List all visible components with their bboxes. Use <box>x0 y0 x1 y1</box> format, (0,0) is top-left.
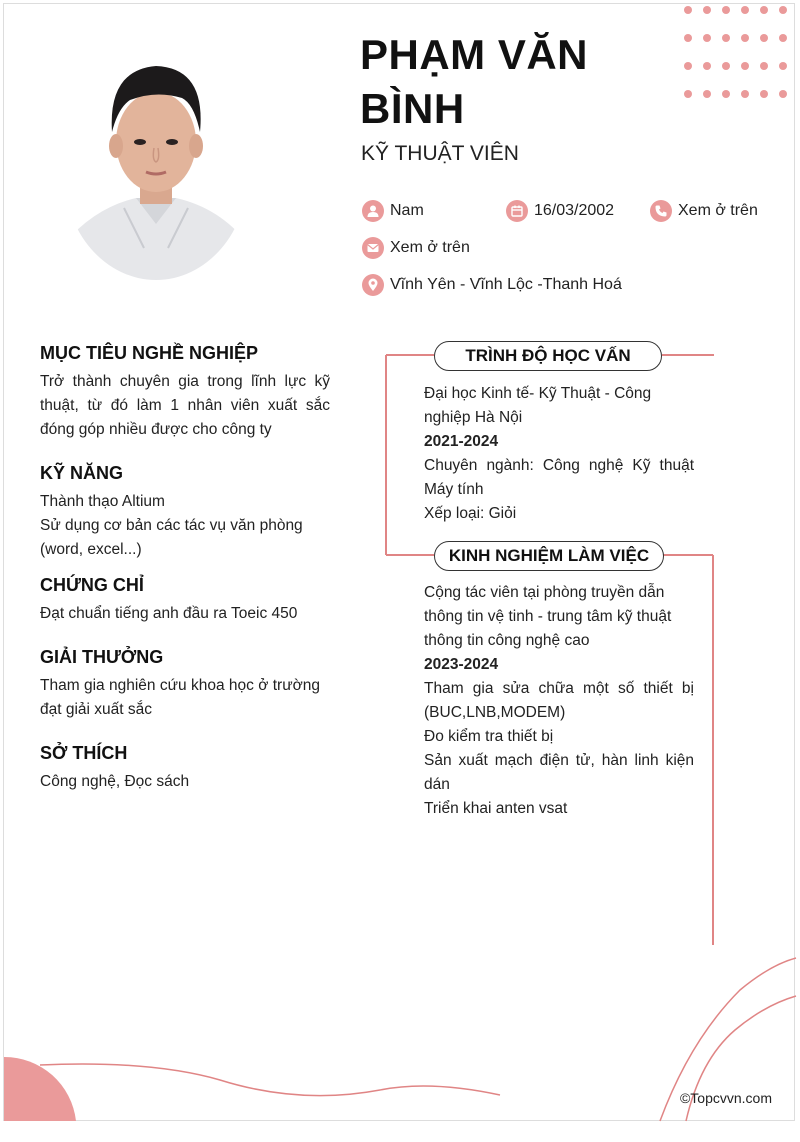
birthday-value: 16/03/2002 <box>534 202 615 219</box>
experience-duty-3: Sản xuất mạch điện tử, hàn linh kiện dán <box>424 752 694 793</box>
job-title: KỸ THUẬT VIÊN <box>361 142 519 165</box>
education-grade: Xếp loại: Giỏi <box>424 505 517 522</box>
email-value: Xem ở trên <box>390 239 470 256</box>
experience-title-pill: KINH NGHIỆM LÀM VIỆC <box>434 541 664 571</box>
skills-title: KỸ NĂNG <box>40 463 124 483</box>
skills-line-1: Thành thạo Altium <box>40 493 165 510</box>
candidate-name: PHẠM VĂN BÌNH <box>360 31 589 132</box>
education-period: 2021-2024 <box>424 433 499 450</box>
education-title-pill: TRÌNH ĐỘ HỌC VẤN <box>434 341 662 371</box>
footer-credit: ©Topcvvn.com <box>679 1090 772 1106</box>
education-school: Đại học Kinh tế- Kỹ Thuật - Công nghiệp Hà Nội <box>424 385 652 426</box>
certificates-title: CHỨNG CHỈ <box>40 575 144 595</box>
certificates-text: Đạt chuẩn tiếng anh đầu ra Toeic 450 <box>40 605 298 622</box>
experience-duty-4: Triển khai anten vsat <box>424 800 568 817</box>
experience-period: 2023-2024 <box>424 656 499 673</box>
gender-value: Nam <box>390 202 424 219</box>
hobbies-text: Công nghệ, Đọc sách <box>40 773 190 790</box>
phone-value: Xem ở trên <box>678 202 758 219</box>
education-major: Chuyên ngành: Công nghệ Kỹ thuật Máy tính <box>424 457 694 498</box>
experience-duty-1: Tham gia sửa chữa một số thiết bị (BUC,LNB,MODEM) <box>424 680 694 721</box>
awards-title: GIẢI THƯỞNG <box>40 647 164 667</box>
objective-text: Trở thành chuyên gia trong lĩnh lực kỹ thuật, từ đó làm 1 nhân viên xuất sắc đóng góp nhiều được cho công ty <box>40 373 330 438</box>
hobbies-title: SỞ THÍCH <box>40 743 128 763</box>
skills-line-2: Sử dụng cơ bản các tác vụ văn phòng (word, excel...) <box>40 517 303 558</box>
experience-duty-2: Đo kiểm tra thiết bị <box>424 728 554 745</box>
experience-position: Cộng tác viên tại phòng truyền dẫn thông tin vệ tinh - trung tâm kỹ thuật thông tin công nghệ cao <box>424 584 672 649</box>
address-value: Vĩnh Yên - Vĩnh Lộc -Thanh Hoá <box>390 276 622 293</box>
awards-text: Tham gia nghiên cứu khoa học ở trường đạt giải xuất sắc <box>40 677 320 718</box>
objective-title: MỤC TIÊU NGHỀ NGHIỆP <box>40 343 259 363</box>
